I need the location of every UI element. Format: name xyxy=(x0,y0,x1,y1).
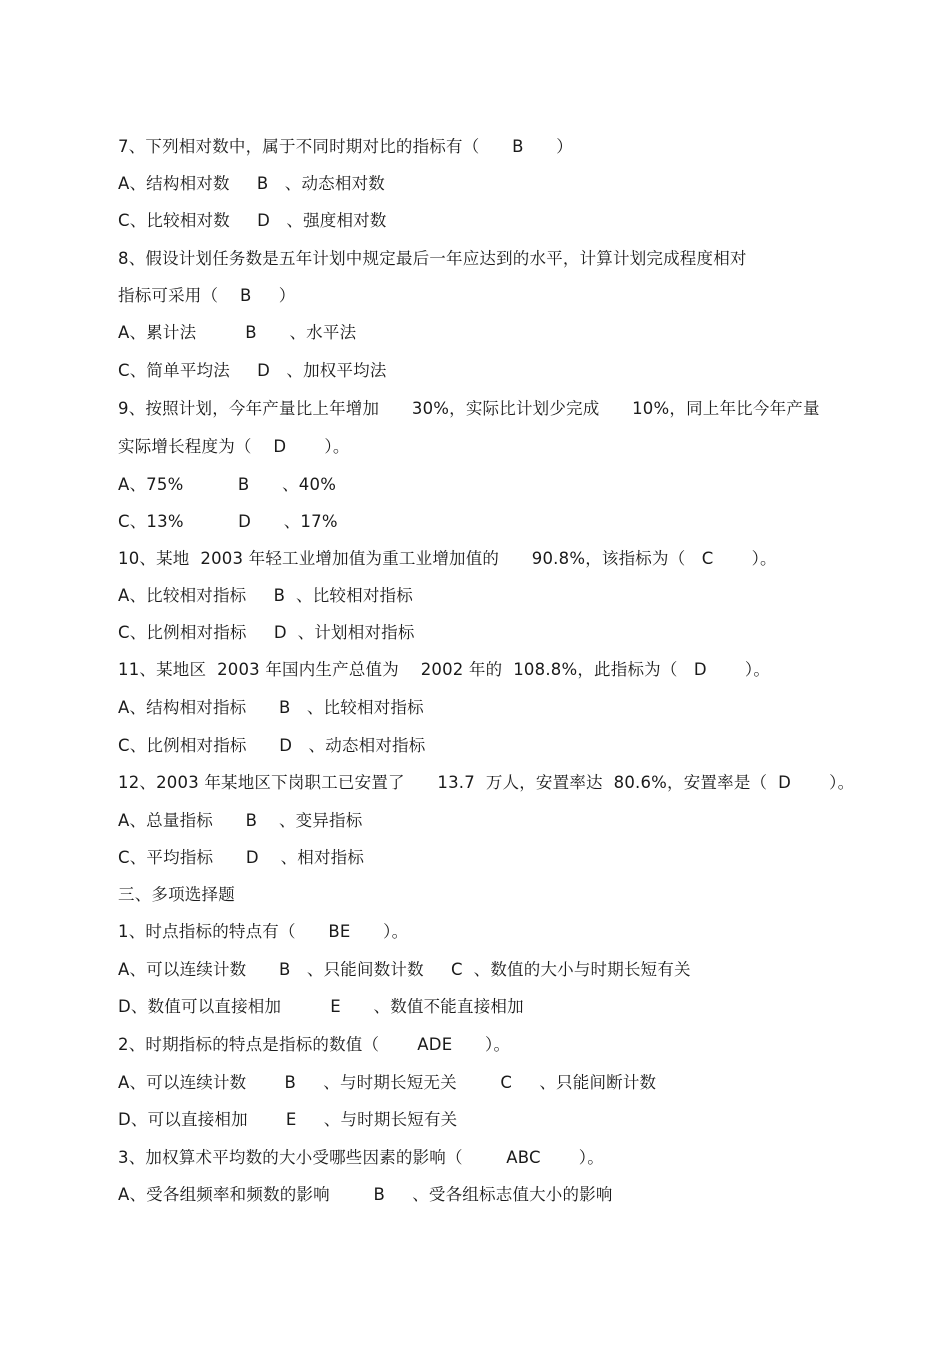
question-7: 7、下列相对数中，属于不同时期对比的指标有（ B ） xyxy=(118,137,573,156)
question-9-options-ab: A、75% B 、40% xyxy=(118,475,337,494)
question-12: 12、2003 年某地区下岗职工已安置了 13.7 万人，安置率达 80.6%，安置率是（ D ）。 xyxy=(118,773,855,792)
mc-question-2: 2、时期指标的特点是指标的数值（ ADE ）。 xyxy=(118,1035,511,1054)
mc-question-1: 1、时点指标的特点有（ BE ）。 xyxy=(118,922,409,941)
mc-question-3: 3、加权算术平均数的大小受哪些因素的影响（ ABC ）。 xyxy=(118,1148,604,1167)
question-9-cont: 实际增长程度为（ D ）。 xyxy=(118,437,350,456)
mc-question-1-options-de: D、数值可以直接相加 E 、数值不能直接相加 xyxy=(118,997,524,1016)
question-10-options-cd: C、比例相对指标 D 、计划相对指标 xyxy=(118,623,415,642)
question-10: 10、某地 2003 年轻工业增加值为重工业增加值的 90.8%，该指标为（ C ）。 xyxy=(118,549,777,568)
mc-question-3-options-ab: A、受各组频率和频数的影响 B 、受各组标志值大小的影响 xyxy=(118,1185,613,1204)
mc-question-2-options-de: D、可以直接相加 E 、与时期长短有关 xyxy=(118,1110,458,1129)
question-8: 8、假设计划任务数是五年计划中规定最后一年应达到的水平，计算计划完成程度相对 xyxy=(118,249,747,268)
question-10-options-ab: A、比较相对指标 B 、比较相对指标 xyxy=(118,586,413,605)
mc-question-1-options-abc: A、可以连续计数 B 、只能间数计数 C 、数值的大小与时期长短有关 xyxy=(118,960,691,979)
question-7-options-ab: A、结构相对数 B 、动态相对数 xyxy=(118,174,385,193)
mc-question-2-options-abc: A、可以连续计数 B 、与时期长短无关 C 、只能间断计数 xyxy=(118,1073,657,1092)
question-12-options-ab: A、总量指标 B 、变异指标 xyxy=(118,811,363,830)
question-8-options-ab: A、累计法 B 、水平法 xyxy=(118,323,357,342)
question-9-options-cd: C、13% D 、17% xyxy=(118,512,338,531)
section-heading-multiple-choice: 三、多项选择题 xyxy=(118,885,235,904)
question-9: 9、按照计划，今年产量比上年增加 30%，实际比计划少完成 10%，同上年比今年产量 xyxy=(118,399,820,418)
question-11-options-ab: A、结构相对指标 B 、比较相对指标 xyxy=(118,698,424,717)
question-8-cont: 指标可采用（ B ） xyxy=(118,286,296,305)
question-7-options-cd: C、比较相对数 D 、强度相对数 xyxy=(118,211,387,230)
question-12-options-cd: C、平均指标 D 、相对指标 xyxy=(118,848,365,867)
question-11: 11、某地区 2003 年国内生产总值为 2002 年的 108.8%，此指标为（ D ）。 xyxy=(118,660,771,679)
question-8-options-cd: C、简单平均法 D 、加权平均法 xyxy=(118,361,387,380)
question-11-options-cd: C、比例相对指标 D 、动态相对指标 xyxy=(118,736,426,755)
